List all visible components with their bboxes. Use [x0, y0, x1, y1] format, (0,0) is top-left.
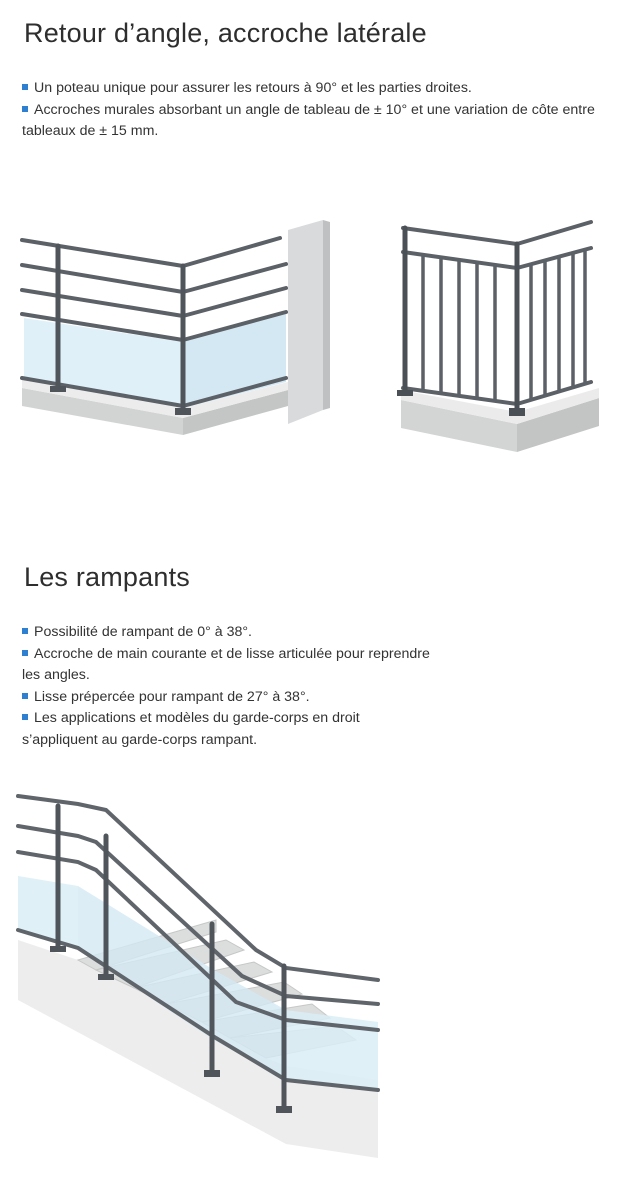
bullet-item: [22, 100, 602, 143]
stair-railing-illustration: [16, 790, 388, 1160]
section-title-corner: Retour d’angle, accroche latérale: [24, 18, 427, 48]
bullet-item: [22, 708, 432, 751]
bullet-item: [22, 687, 432, 709]
bullet-square-icon: [22, 628, 28, 634]
bullet-item: [22, 644, 432, 687]
bullet-text: Possibilité de rampant de 0° à 38°.: [34, 624, 252, 640]
bullet-square-icon: [22, 84, 28, 90]
bullet-text: Accroches murales absorbant un angle de tableau de ± 10° et une variation de côte entre tableaux de ± 15 mm.: [22, 101, 595, 139]
bullet-text: Un poteau unique pour assurer les retours à 90° et les parties droites.: [34, 80, 472, 96]
bullet-text: Accroche de main courante et de lisse articulée pour reprendre les angles.: [22, 645, 430, 683]
bullet-text: Lisse prépercée pour rampant de 27° à 38°.: [34, 688, 310, 705]
bullet-item: [22, 78, 602, 100]
bullet-item: [22, 622, 432, 644]
bullet-square-icon: [22, 693, 28, 699]
ramps-bullet-list: [22, 622, 432, 751]
corner-bullet-list: [22, 78, 602, 143]
corner-glass-railing-illustration: [18, 210, 338, 460]
bullet-square-icon: [22, 650, 28, 656]
bullet-square-icon: [22, 106, 28, 112]
bullet-square-icon: [22, 714, 28, 720]
bullet-text: Les applications et modèles du garde-corps en droit s’appliquent au garde-corps rampant.: [22, 710, 360, 748]
corner-bar-railing-illustration: [395, 212, 605, 452]
section-title-ramps: Les rampants: [24, 562, 190, 592]
